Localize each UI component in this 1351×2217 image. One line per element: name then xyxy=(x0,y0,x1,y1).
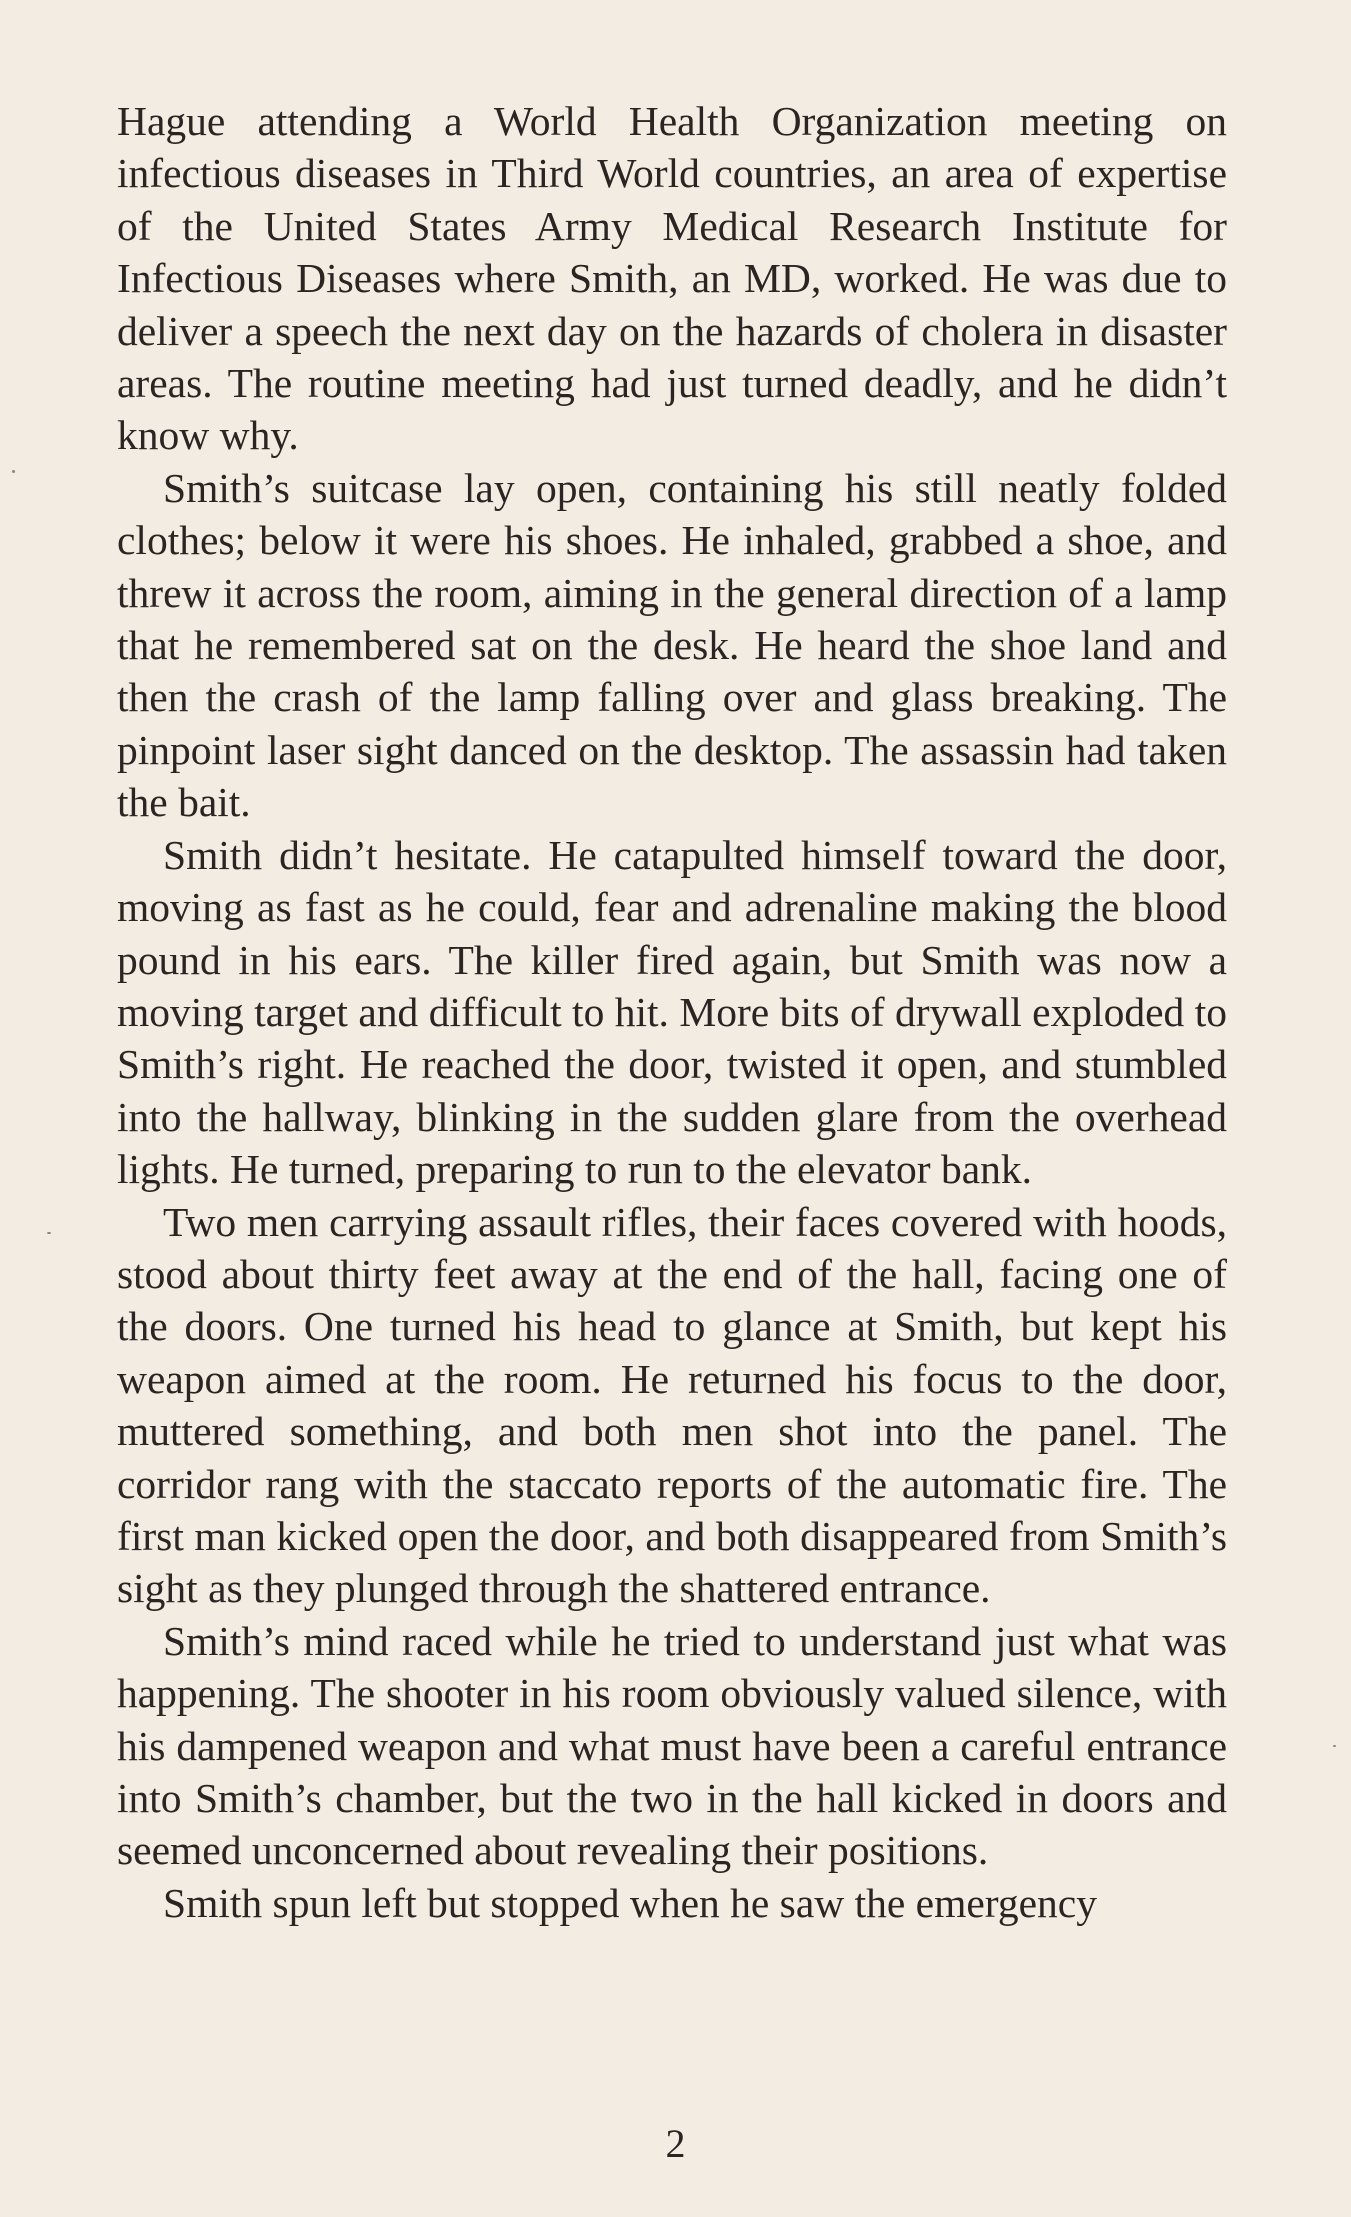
paper-speck xyxy=(1333,1745,1336,1747)
paragraph-5: Smith’s mind raced while he tried to understand just what was happening. The shooter in his room obviously valued silence, with his dampened weapon and what must have been a careful entrance into Smith’s chamber, but the two in the hall kicked in doors and seemed unconcerned about revealing their positions. xyxy=(117,1617,1227,1874)
paragraph-2: Smith’s suitcase lay open, containing his still neatly folded clothes; below it were his shoes. He inhaled, grabbed a shoe, and threw it across the room, aiming in the general direction of a lamp that he remembered sat on the desk. He heard the shoe land and then the crash of the lamp falling over and glass breaking. The pinpoint laser sight danced on the desktop. The assassin had taken the bait. xyxy=(117,464,1227,826)
paragraph-6: Smith spun left but stopped when he saw the emergency xyxy=(163,1879,1097,1926)
paragraph-3: Smith didn’t hesitate. He catapulted himself toward the door, moving as fast as he could, fear and adrenaline making the blood pound in his ears. The killer fired again, but Smith was now a moving target and difficult to hit. More bits of drywall exploded to Smith’s right. He reached the door, twisted it open, and stumbled into the hallway, blinking in the sudden glare from the overhead lights. He turned, preparing to run to the elevator bank. xyxy=(117,831,1227,1193)
page-number: 2 xyxy=(665,2121,686,2166)
paper-speck xyxy=(47,1232,51,1234)
paragraph-4: Two men carrying assault rifles, their faces covered with hoods, stood about thirty feet away at the end of the hall, facing one of the doors. One turned his head to glance at Smith, but kept his weapon aimed at the room. He returned his focus to the door, muttered something, and both men shot into the panel. The corridor rang with the staccato reports of the automatic fire. The first man kicked open the door, and both disappeared from Smith’s sight as they plunged through the shattered entrance. xyxy=(117,1198,1227,1612)
body-text xyxy=(117,95,1227,1929)
paper-speck xyxy=(12,470,15,473)
paragraph-1: Hague attending a World Health Organization meeting on infectious diseases in Third World countries, an area of expertise of the United States Army Medical Research Institute for Infectious Diseases where Smith, an MD, worked. He was due to deliver a speech the next day on the hazards of cholera in disaster areas. The routine meeting had just turned deadly, and he didn’t know why. xyxy=(117,98,1227,459)
